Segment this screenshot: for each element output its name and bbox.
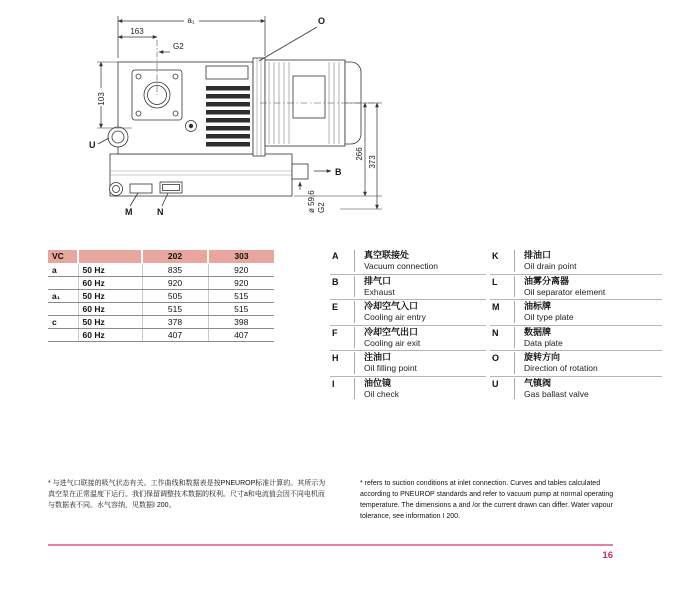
legend-key: M — [492, 302, 500, 312]
legend-term-en: Direction of rotation — [524, 363, 598, 373]
legend-term-en: Oil filling point — [364, 363, 417, 373]
legend-item-k — [490, 249, 662, 275]
table-row — [48, 289, 274, 302]
legend-item-n — [490, 326, 662, 352]
legend-key: A — [332, 251, 339, 261]
value-202: 378 — [142, 315, 208, 328]
dim-diameter-label: ø 59,6 — [307, 190, 316, 213]
legend-item-i — [330, 377, 486, 402]
value-303: 920 — [208, 276, 274, 289]
dim-cell: c — [48, 315, 78, 328]
col-header-202: 202 — [142, 250, 208, 263]
value-303: 515 — [208, 289, 274, 302]
legend-item-m — [490, 300, 662, 326]
dimensions-table — [48, 250, 274, 342]
dim-cell — [48, 328, 78, 341]
freq-cell: 50 Hz — [78, 263, 142, 276]
legend-key: O — [492, 353, 500, 363]
col-header-model: VC — [48, 250, 78, 263]
vacuum-connection-flange — [132, 40, 182, 120]
legend-item-e — [330, 300, 486, 326]
legend-key: H — [332, 353, 339, 363]
callout-n: N — [157, 207, 164, 217]
legend-term-en: Oil check — [364, 388, 399, 399]
freq-cell: 50 Hz — [78, 315, 142, 328]
table-header-row — [48, 250, 274, 263]
table-row — [48, 328, 274, 341]
legend-key: E — [332, 302, 339, 312]
legend-item-l — [490, 275, 662, 301]
oil-type-plate — [130, 184, 152, 193]
dim-cell: a — [48, 263, 78, 276]
legend-key: N — [492, 327, 499, 338]
legend-term-zh: 真空联接处 — [364, 250, 410, 260]
legend-term-zh: 油雾分离器 — [524, 275, 570, 286]
legend-column-right — [490, 249, 662, 401]
pump-drawing-svg — [88, 4, 388, 218]
table-row — [48, 276, 274, 289]
legend-item-u — [490, 377, 662, 402]
dim-cell — [48, 276, 78, 289]
freq-cell: 60 Hz — [78, 302, 142, 315]
legend-term-en: Oil separator element — [524, 286, 606, 297]
callout-u: U — [89, 140, 96, 150]
legend-term-zh: 油标牌 — [524, 301, 552, 311]
legend-term-zh: 气镇阀 — [524, 377, 552, 388]
value-202: 515 — [142, 302, 208, 315]
footnote-english: * refers to suction conditions at inlet connection. Curves and tables calculated according to PNEUROP standards and refer to vacuum pump at normal operating temperature. The dimensions a and /or the current drawn can differ. Water vapour tolerance, see information I 200. — [360, 480, 614, 521]
table-row — [48, 263, 274, 276]
freq-cell: 60 Hz — [78, 276, 142, 289]
pump-outline — [98, 27, 382, 206]
dim-cell: a₁ — [48, 289, 78, 302]
value-202: 835 — [142, 263, 208, 276]
legend-term-en: Vacuum connection — [364, 261, 439, 271]
legend-term-zh: 注油口 — [364, 352, 392, 362]
legend-item-a — [330, 249, 486, 275]
legend-key: I — [332, 378, 335, 389]
dim-g2-top-label: G2 — [173, 42, 184, 51]
gas-ballast-knob — [108, 127, 128, 147]
table-row — [48, 315, 274, 328]
data-plate — [160, 182, 182, 193]
legend-term-en: Oil drain point — [524, 261, 577, 271]
legend-term-en: Exhaust — [364, 286, 395, 297]
table-row — [48, 302, 274, 315]
dim-g2-exhaust-label: G2 — [317, 202, 326, 213]
legend-item-f — [330, 326, 486, 352]
legend-term-en: Cooling air entry — [364, 312, 426, 322]
value-303: 515 — [208, 302, 274, 315]
legend-item-h — [330, 351, 486, 377]
dim-373-label: 373 — [368, 155, 377, 169]
col-header-303: 303 — [208, 250, 274, 263]
legend-key: B — [332, 276, 339, 287]
value-303: 407 — [208, 328, 274, 341]
col-header-blank — [78, 250, 142, 263]
legend-key: L — [492, 276, 498, 287]
value-202: 407 — [142, 328, 208, 341]
legend-key: U — [492, 378, 499, 389]
dim-266-label: 266 — [355, 147, 364, 161]
pump-technical-drawing — [88, 4, 388, 218]
value-202: 920 — [142, 276, 208, 289]
value-303: 920 — [208, 263, 274, 276]
footer-rule — [48, 544, 613, 546]
callout-o: O — [318, 16, 326, 26]
freq-cell: 60 Hz — [78, 328, 142, 341]
dim-a1-label: a₁ — [187, 16, 195, 25]
callout-b: B — [335, 167, 342, 177]
legend-item-b — [330, 275, 486, 301]
callout-m: M — [125, 207, 133, 217]
footnote-chinese: * 与进气口联接的吸气状态有关。工作曲线和数据表是按PNEUROP标准计算的。其所示为真空泵在正常温度下运行。我们保留调整技术数据的权利。尺寸a和电流值会因不同电机而与数据表不同。水气容纳，见数据I 200。 — [48, 480, 326, 510]
legend-term-en: Data plate — [524, 337, 563, 348]
value-303: 398 — [208, 315, 274, 328]
legend-term-zh: 排气口 — [364, 275, 392, 286]
legend-key: K — [492, 251, 499, 261]
legend-term-zh: 油位镜 — [364, 377, 392, 388]
value-202: 505 — [142, 289, 208, 302]
legend-item-o — [490, 351, 662, 377]
legend-term-zh: 旋转方向 — [524, 352, 561, 362]
dim-103-label: 103 — [97, 92, 106, 106]
dim-163-label: 163 — [130, 27, 144, 36]
freq-cell: 50 Hz — [78, 289, 142, 302]
legend-term-en: Oil type plate — [524, 312, 574, 322]
legend-term-en: Gas ballast valve — [524, 388, 589, 399]
legend-column-left — [330, 249, 486, 401]
legend-term-en: Cooling air exit — [364, 337, 421, 348]
legend-term-zh: 数据牌 — [524, 326, 552, 337]
legend-term-zh: 冷却空气出口 — [364, 326, 419, 337]
legend-key: F — [332, 327, 338, 338]
legend-term-zh: 冷却空气入口 — [364, 301, 419, 311]
dim-cell — [48, 302, 78, 315]
page-number: 16 — [602, 550, 613, 561]
legend-term-zh: 排油口 — [524, 250, 552, 260]
